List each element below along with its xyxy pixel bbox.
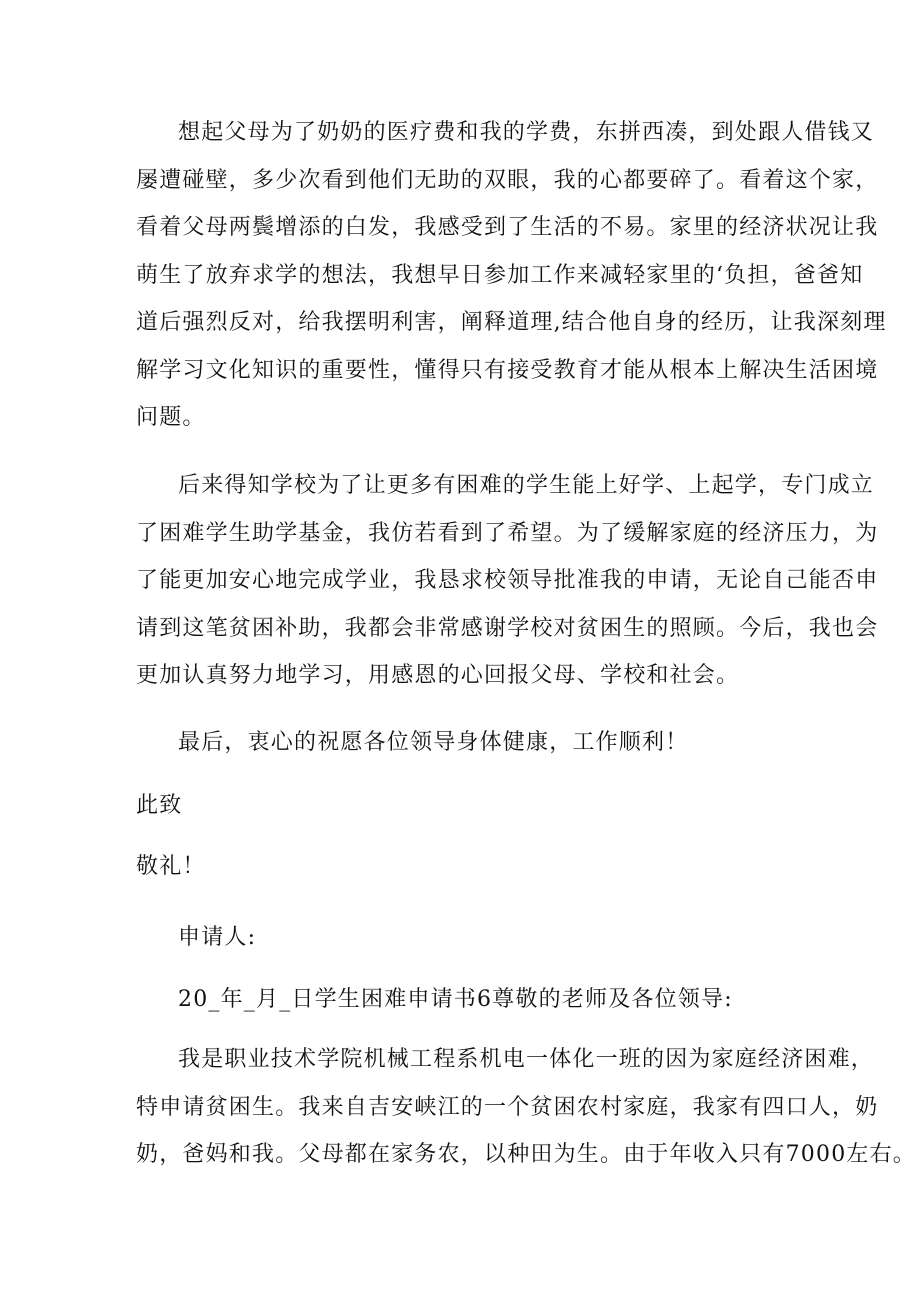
- salutation-jing-li: 敬礼！: [136, 854, 206, 879]
- applicant-label: 申请人:: [178, 925, 257, 950]
- date-and-next-title: 20_年_月_日学生困难申请书6尊敬的老师及各位领导:: [178, 987, 733, 1012]
- closing-wish: 最后，衷心的祝愿各位领导身体健康，工作顺利！: [178, 730, 689, 755]
- paragraph3-line-1: 我是职业技术学院机械工程系机电一体化一班的因为家庭经济困难，: [178, 1047, 875, 1072]
- paragraph3-line-2: 特申请贫困生。我来自吉安峡江的一个贫困农村家庭，我家有四口人，奶: [136, 1095, 879, 1120]
- paragraph2-line-5: 更加认真努力地学习，用感恩的心回报父母、学校和社会。: [136, 663, 740, 688]
- paragraph1-line-6: 解学习文化知识的重要性，懂得只有接受教育才能从根本上解决生活困境: [136, 358, 879, 383]
- paragraph1-line-3: 看着父母两鬓增添的白发，我感受到了生活的不易。家里的经济状况让我: [136, 215, 879, 240]
- salutation-ci-zhi: 此致: [136, 793, 183, 818]
- paragraph1-line-5: 道后强烈反对，给我摆明利害，阐释道理,结合他自身的经历，让我深刻理: [136, 310, 887, 335]
- paragraph2-line-3: 了能更加安心地完成学业，我恳求校领导批准我的申请，无论自己能否申: [136, 568, 879, 593]
- paragraph2-line-2: 了困难学生助学基金，我仿若看到了希望。为了缓解家庭的经济压力，为: [136, 521, 879, 546]
- paragraph2-line-4: 请到这笔贫困补助，我都会非常感谢学校对贫困生的照顾。今后，我也会: [136, 616, 879, 641]
- paragraph1-line-4: 萌生了放弃求学的想法，我想早日参加工作来减轻家里的‘负担，爸爸知: [136, 263, 864, 288]
- paragraph1-line-7: 问题。: [136, 405, 206, 430]
- paragraph1-line-2: 屡遭碰壁，多少次看到他们无助的双眼，我的心都要碎了。看着这个家，: [136, 168, 879, 193]
- paragraph1-line-1: 想起父母为了奶奶的医疗费和我的学费，东拼西凑，到处跟人借钱又: [178, 120, 875, 145]
- paragraph2-line-1: 后来得知学校为了让更多有困难的学生能上好学、上起学，专门成立: [178, 473, 875, 498]
- paragraph3-line-3: 奶，爸妈和我。父母都在家务农，以种田为生。由于年收入只有7000左右。: [136, 1142, 916, 1167]
